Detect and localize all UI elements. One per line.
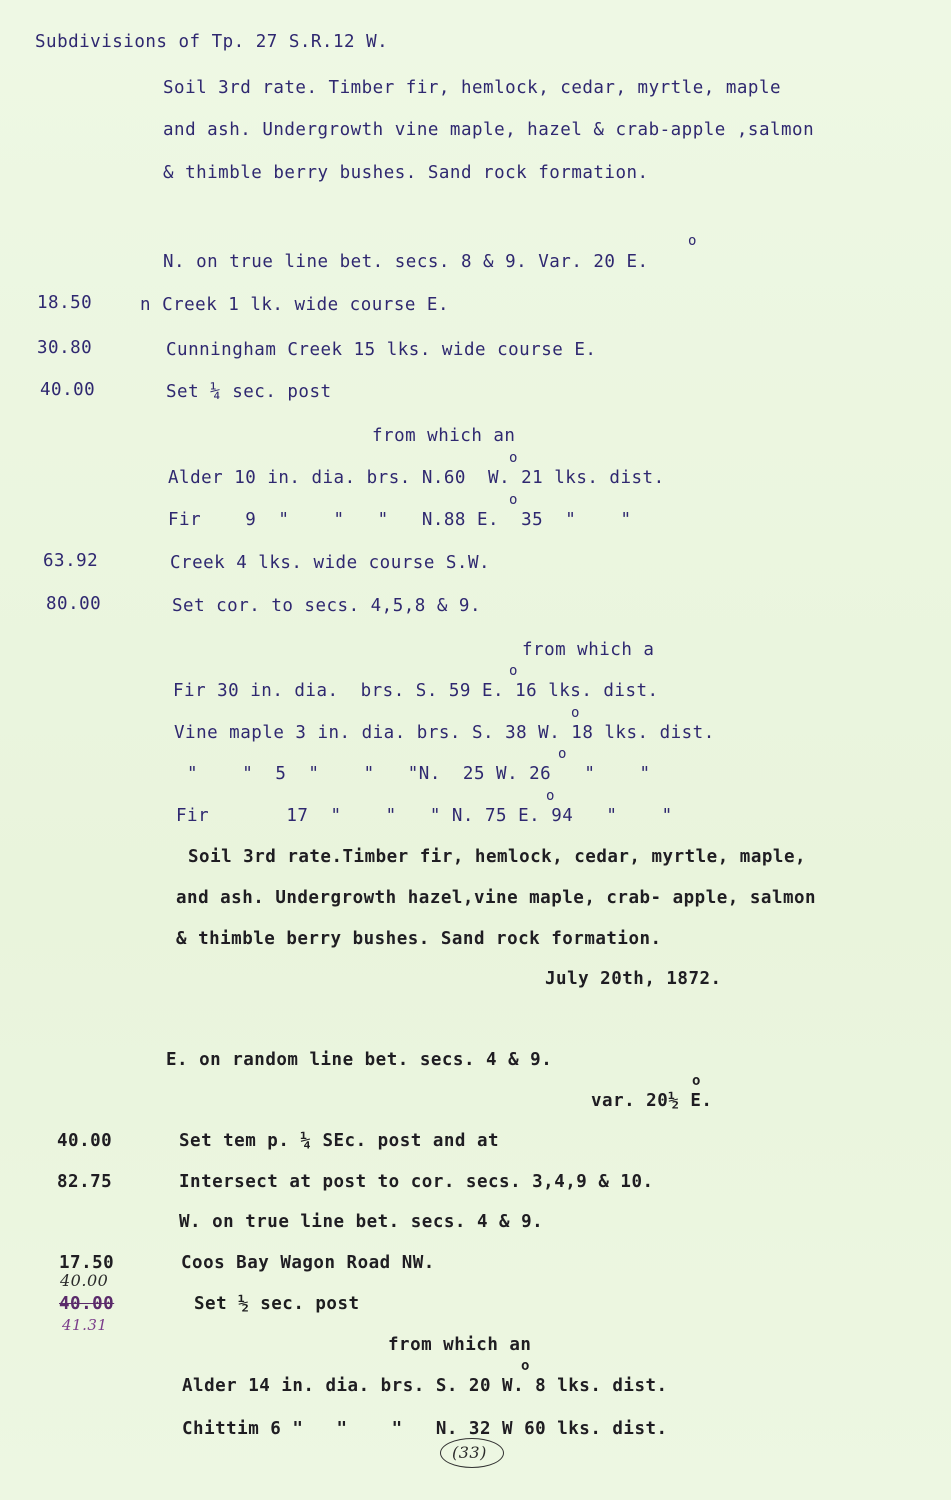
bearing-line: Fir 30 in. dia. brs. S. 59 E. 16 lks. dist.	[173, 681, 659, 701]
struck-distance: 40.00	[59, 1294, 115, 1314]
entry-distance: 63.92	[43, 551, 99, 571]
handwritten-correction: 40.00	[60, 1271, 109, 1290]
entry-text: Set ½ sec. post	[194, 1294, 360, 1314]
from-which-label: from which an	[388, 1335, 532, 1355]
bearing-line: Fir 9 " " " N.88 E. 35 " "	[168, 510, 632, 530]
degree-mark: o	[509, 450, 518, 466]
degree-mark: o	[571, 705, 580, 721]
entry-distance: 82.75	[57, 1172, 113, 1192]
page-title: Subdivisions of Tp. 27 S.R.12 W.	[35, 32, 389, 52]
degree-mark: o	[688, 233, 697, 249]
entry-distance: 30.80	[37, 338, 93, 358]
entry-distance: 17.50	[59, 1253, 115, 1273]
handwritten-note: 41.31	[62, 1316, 108, 1334]
entry-distance: 18.50	[37, 293, 93, 313]
bearing-line: Vine maple 3 in. dia. brs. S. 38 W. 18 lks. dist.	[174, 723, 715, 743]
entry-distance: 40.00	[40, 380, 96, 400]
soil-line-1: Soil 3rd rate.Timber fir, hemlock, cedar, myrtle, maple,	[188, 847, 807, 867]
bearing-line: Chittim 6 " " " N. 32 W 60 lks. dist.	[182, 1419, 668, 1439]
degree-mark: o	[509, 663, 518, 679]
entry-text: Creek 4 lks. wide course S.W.	[170, 553, 491, 573]
entry-text: Set ¼ sec. post	[166, 382, 332, 402]
from-which-label: from which an	[372, 426, 516, 446]
degree-mark: o	[692, 1073, 701, 1089]
degree-mark: o	[509, 492, 518, 508]
entry-text: Set tem p. ¼ SEc. post and at	[179, 1131, 500, 1151]
section1-heading: N. on true line bet. secs. 8 & 9. Var. 20 E.	[163, 252, 649, 272]
header-soil-line-2: and ash. Undergrowth vine maple, hazel & crab-apple ,salmon	[163, 120, 815, 140]
true-line-heading: W. on true line bet. secs. 4 & 9.	[179, 1212, 544, 1232]
soil-line-3: & thimble berry bushes. Sand rock formation.	[176, 929, 662, 949]
variation-line: var. 20½ E.	[591, 1091, 713, 1111]
bearing-line: " " 5 " " "N. 25 W. 26 " "	[176, 764, 651, 784]
bearing-line: Alder 14 in. dia. brs. S. 20 W. 8 lks. dist.	[182, 1376, 668, 1396]
degree-mark: o	[546, 788, 555, 804]
entry-text: Cunningham Creek 15 lks. wide course E.	[166, 340, 597, 360]
header-soil-line-1: Soil 3rd rate. Timber fir, hemlock, cedar, myrtle, maple	[163, 78, 782, 98]
degree-mark: o	[558, 746, 567, 762]
bearing-line: Alder 10 in. dia. brs. N.60 W. 21 lks. dist.	[168, 468, 665, 488]
bearing-line: Fir 17 " " " N. 75 E. 94 " "	[176, 806, 673, 826]
entry-distance: 40.00	[57, 1131, 113, 1151]
section2-heading: E. on random line bet. secs. 4 & 9.	[166, 1050, 553, 1070]
entry-text: Coos Bay Wagon Road NW.	[181, 1253, 435, 1273]
page-number: (33)	[452, 1443, 487, 1462]
entry-text: Intersect at post to cor. secs. 3,4,9 & 10.	[179, 1172, 654, 1192]
entry-text: Set cor. to secs. 4,5,8 & 9.	[172, 596, 482, 616]
degree-mark: o	[521, 1358, 530, 1374]
date-line: July 20th, 1872.	[545, 969, 722, 989]
entry-distance: 80.00	[46, 594, 102, 614]
entry-text: n Creek 1 lk. wide course E.	[140, 295, 450, 315]
header-soil-line-3: & thimble berry bushes. Sand rock formation.	[163, 163, 649, 183]
from-which-label: from which a	[522, 640, 655, 660]
soil-line-2: and ash. Undergrowth hazel,vine maple, crab- apple, salmon	[176, 888, 817, 908]
